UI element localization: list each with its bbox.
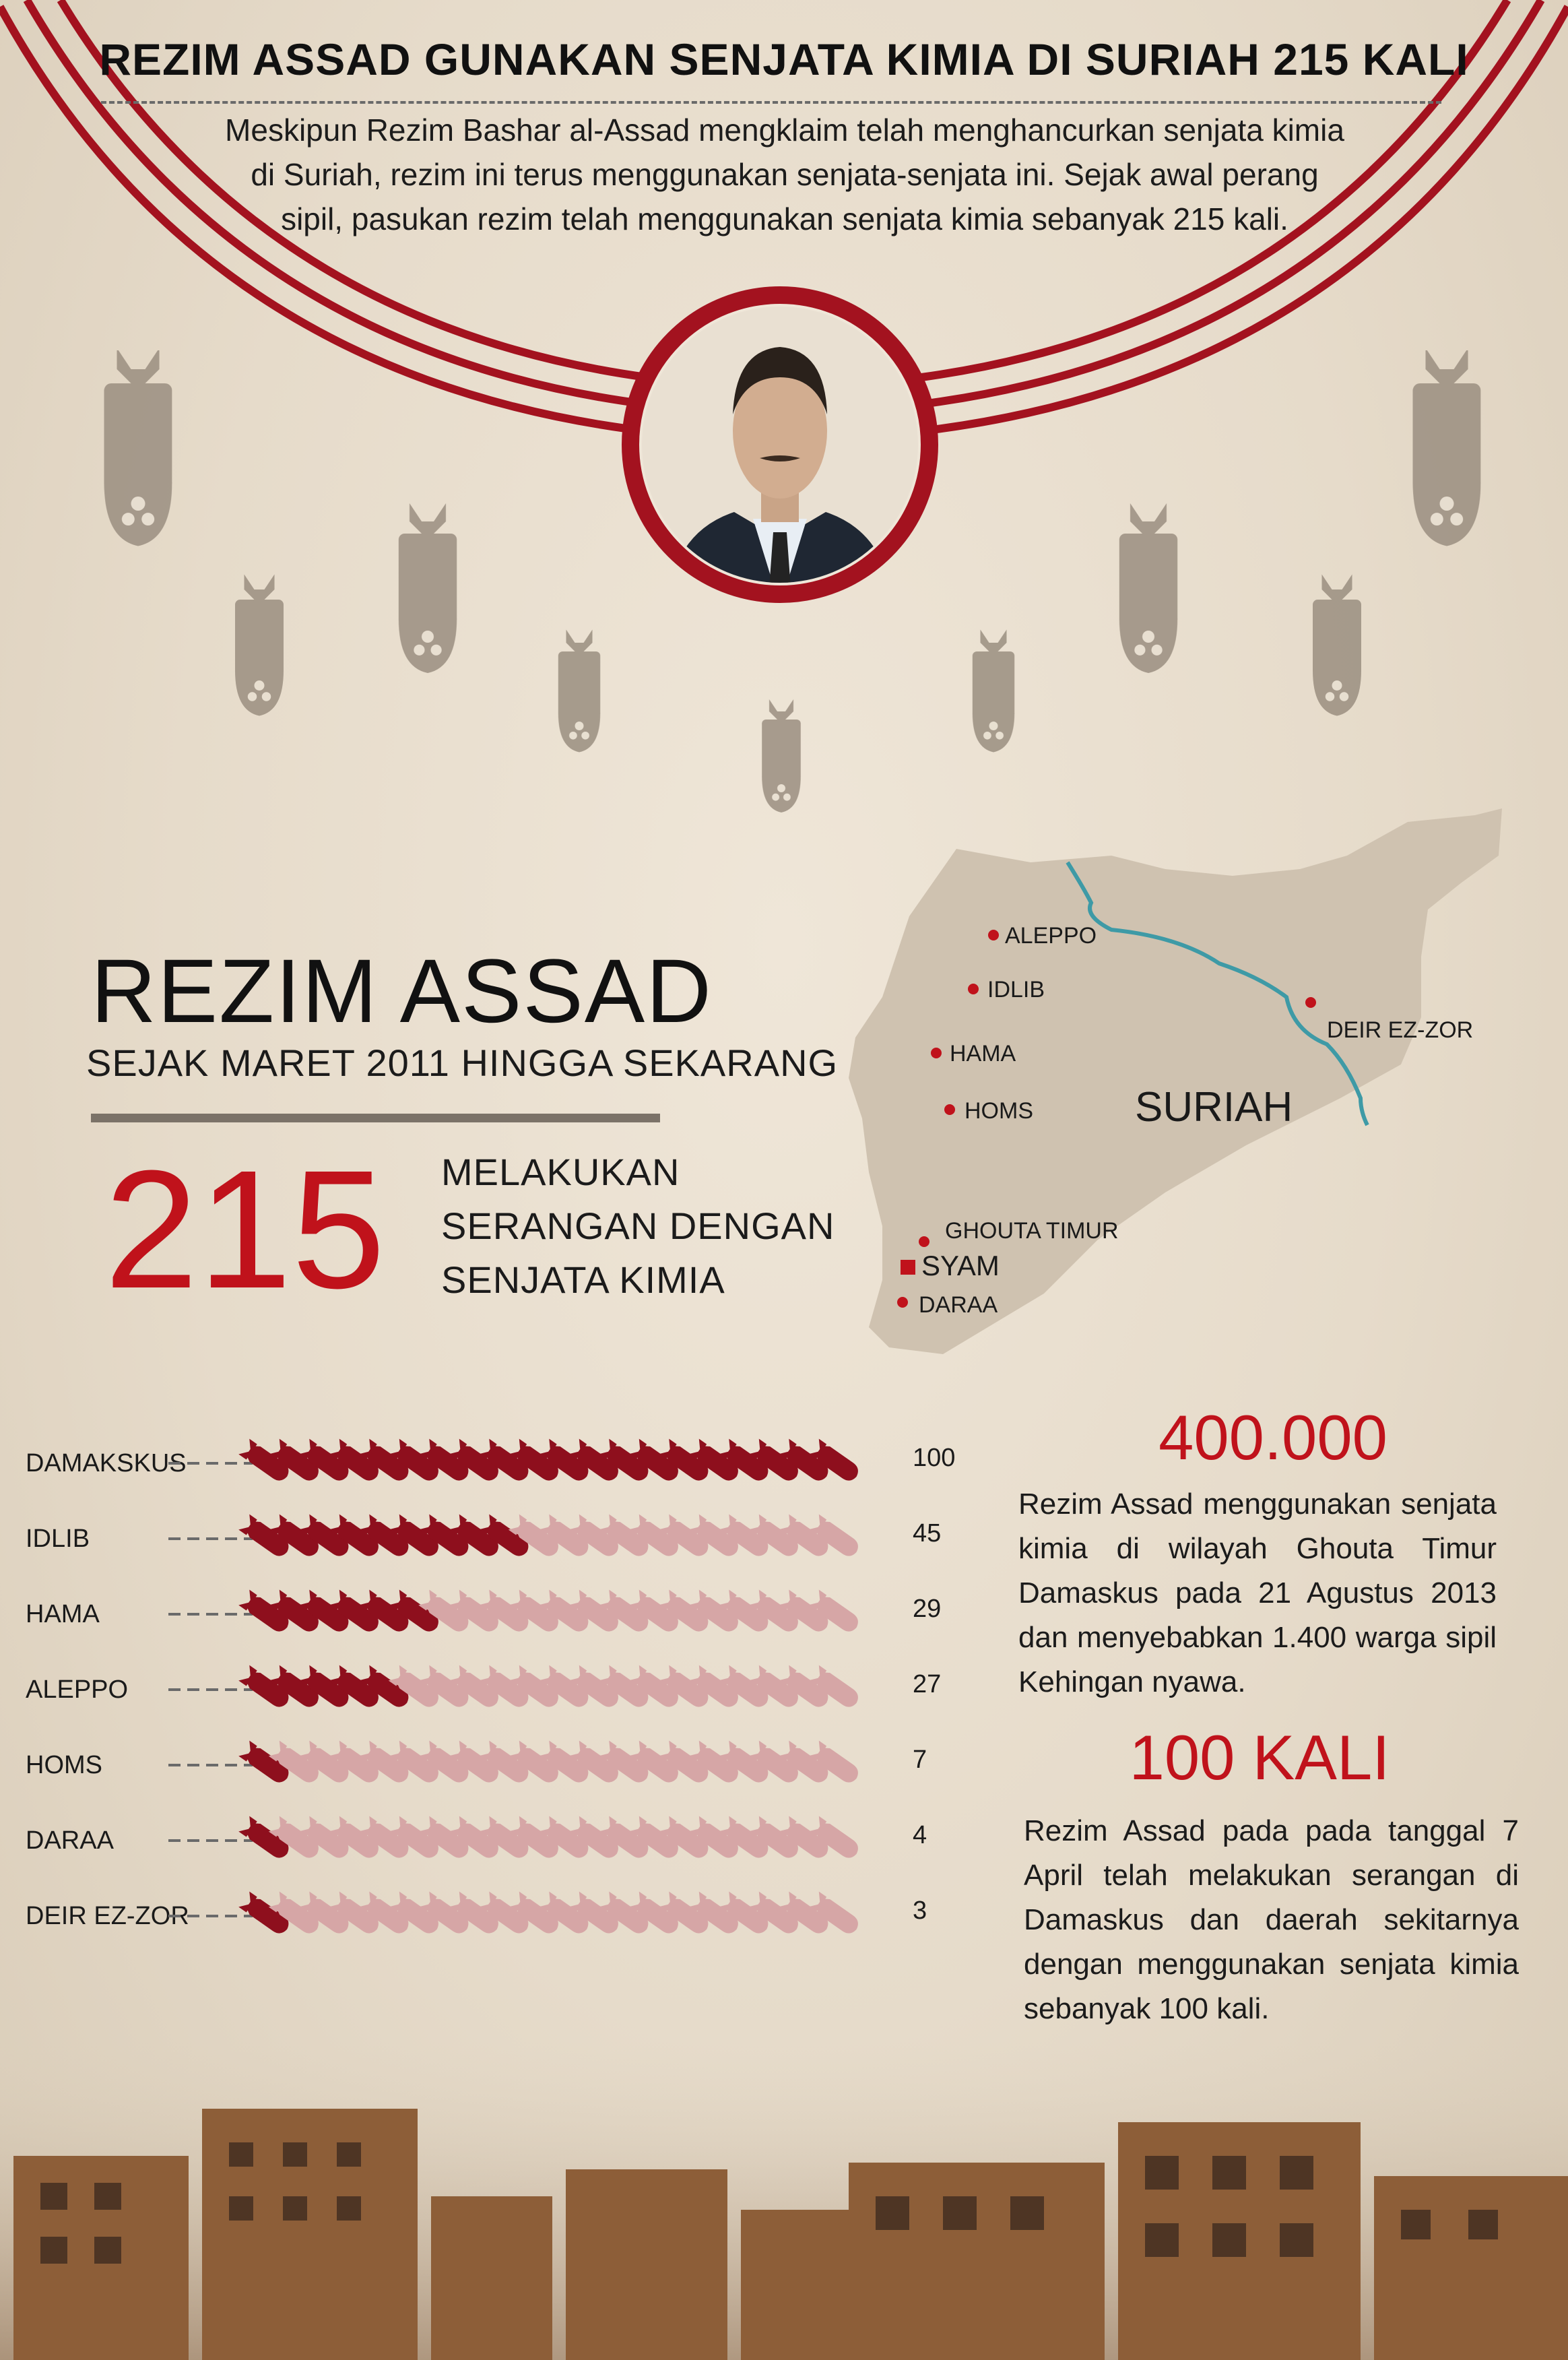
stat-number-attacks: 100 KALI	[1129, 1722, 1390, 1793]
bar-value-hama: 29	[913, 1595, 942, 1623]
bar-label-homs: HOMS	[26, 1751, 102, 1779]
bar-value-deir-ez-zor: 3	[913, 1896, 927, 1925]
bar-label-damakskus: DAMAKSKUS	[26, 1449, 187, 1477]
map-label-homs: HOMS	[965, 1098, 1033, 1124]
bar-label-aleppo: ALEPPO	[26, 1676, 129, 1704]
big-number: 215	[104, 1135, 386, 1323]
bar-label-idlib: IDLIB	[26, 1525, 90, 1553]
map-label-deir-ez-zor: DEIR EZ-ZOR	[1327, 1017, 1474, 1043]
bar-value-damakskus: 100	[913, 1444, 956, 1472]
bar-label-deir-ez-zor: DEIR EZ-ZOR	[26, 1902, 189, 1930]
bar-value-homs: 7	[913, 1746, 927, 1774]
stat-text-casualties: Rezim Assad menggunakan senjata kimia di wilayah Ghouta Timur Damaskus pada 21 Agustus 2013 dan menyebabkan 1.400 warga sipil Kehingan nyawa.	[1018, 1488, 1497, 1698]
headline-divider	[91, 1114, 660, 1122]
headline: REZIM ASSAD	[91, 941, 713, 1042]
bar-label-hama: HAMA	[26, 1600, 100, 1628]
map-label-daraa: DARAA	[919, 1292, 998, 1318]
bar-value-daraa: 4	[913, 1821, 927, 1849]
map-country-label: SURIAH	[1135, 1084, 1293, 1130]
falling-bombs-decoration	[0, 350, 1568, 856]
map-label-idlib: IDLIB	[987, 977, 1045, 1002]
map-label-syam: SYAM	[921, 1250, 1000, 1281]
chemical-attack-bar-chart	[0, 1422, 977, 1981]
stat-text-attacks: Rezim Assad pada pada tanggal 7 April telah melakukan serangan di Damaskus dan daerah sekitarnya dengan menggunakan senjata kimia sebanyak 100 kali.	[1024, 1814, 1519, 2025]
map-label-hama: HAMA	[950, 1041, 1016, 1066]
title-divider	[101, 101, 1441, 104]
ruined-city-illustration	[0, 2041, 1568, 2360]
intro-text: Meskipun Rezim Bashar al-Assad mengklaim telah menghancurkan senjata kimia di Suriah, rezim ini terus menggunakan senjata-senjata ini. Sejak awal perang sipil, pasukan rezim telah menggunakan senjata kimia sebanyak 215 kali.	[225, 113, 1344, 236]
stat-number-casualties: 400.000	[1158, 1402, 1387, 1473]
map-label-aleppo: ALEPPO	[1005, 923, 1097, 949]
subheadline: SEJAK MARET 2011 HINGGA SEKARANG	[86, 1042, 839, 1084]
bar-value-aleppo: 27	[913, 1670, 942, 1698]
big-number-description: MELAKUKAN SERANGAN DENGAN SENJATA KIMIA	[441, 1151, 835, 1301]
map-label-ghouta-timur: GHOUTA TIMUR	[945, 1218, 1119, 1244]
page-title: REZIM ASSAD GUNAKAN SENJATA KIMIA DI SURIAH 215 KALI	[99, 34, 1469, 84]
bar-value-idlib: 45	[913, 1519, 942, 1548]
bar-label-daraa: DARAA	[26, 1826, 114, 1855]
